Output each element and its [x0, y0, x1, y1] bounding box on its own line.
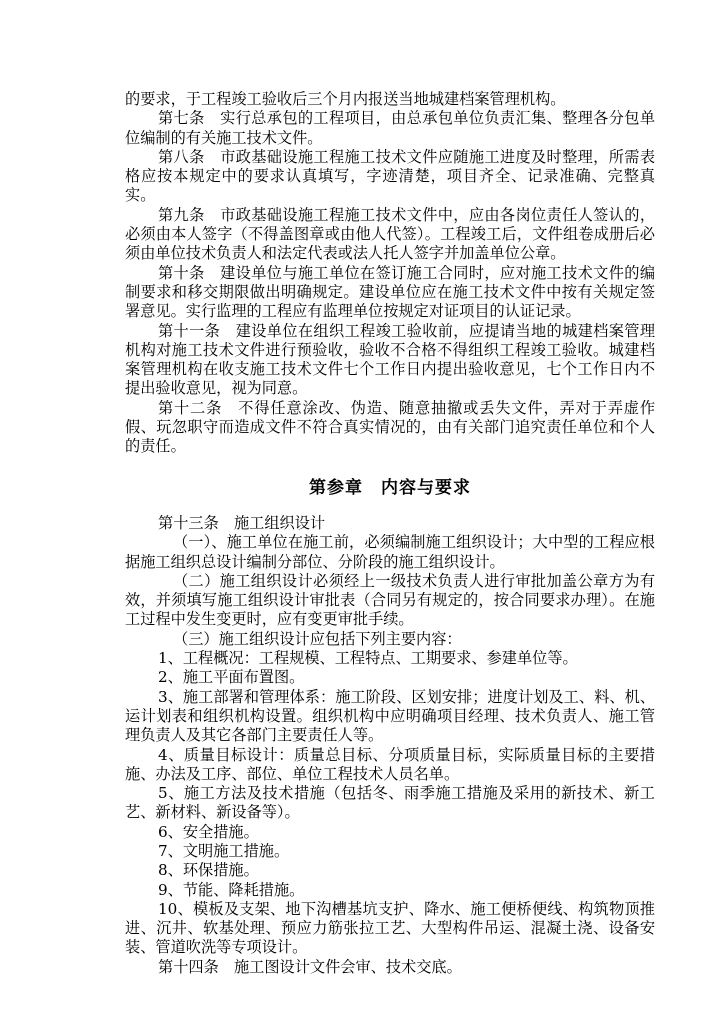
article-8: 第八条 市政基础设施工程施工技术文件应随施工进度及时整理，所需表格应按本规定中的要求认真填写，字迹清楚，项目齐全、记录准确、完整真实。 — [125, 147, 655, 205]
paragraphs-after — [125, 514, 655, 977]
list-item: 4、质量目标设计：质量总目标、分项质量目标，实际质量目标的主要措施、办法及工序、部位、单位工程技术人员名单。 — [125, 745, 655, 783]
list-item: 5、施工方法及技术措施（包括冬、雨季施工措施及采用的新技术、新工艺、新材料、新设备等）。 — [125, 784, 655, 822]
article-13-heading: 第十三条 施工组织设计 — [158, 513, 326, 532]
list-item: 9、节能、降耗措施。 — [158, 880, 305, 899]
document-page — [125, 90, 655, 977]
list-item: 10、模板及支架、地下沟槽基坑支护、降水、施工便桥便线、构筑物顶推进、沉井、软基处理、预应力筋张拉工艺、大型构件吊运、混凝土浇、设备安装、管道吹洗等专项设计。 — [125, 899, 655, 957]
article-7: 第七条 实行总承包的工程项目，由总承包单位负责汇集、整理各分包单位编制的有关施工技术文件。 — [125, 109, 655, 147]
article-12: 第十二条 不得任意涂改、伪造、随意抽撤或丢失文件，弄对于弄虚作假、玩忽职守而造成文件不符合真实情况的，由有关部门追究责任单位和个人的责任。 — [125, 398, 655, 456]
list-item: 6、安全措施。 — [158, 822, 259, 841]
article-11: 第十一条 建设单位在组织工程竣工验收前，应提请当地的城建档案管理机构对施工技术文件进行预验收，验收不合格不得组织工程竣工验收。城建档案管理机构在收支施工技术文件七个工作日内提出验收意见，七个工作日内不提出验收意见，视为同意。 — [125, 321, 655, 398]
article-9: 第九条 市政基础设施工程施工技术文件中，应由各岗位责任人签认的，必须由本人签字（不得盖图章或由他人代签）。工程竣工后，文件组卷成册后必须由单位技术负责人和法定代表或法人托人签字并加盖单位公章。 — [125, 205, 655, 263]
list-item: 1、工程概况：工程规模、工程特点、工期要求、参建单位等。 — [158, 649, 578, 668]
list-item: 8、环保措施。 — [158, 861, 259, 880]
list-item: 7、文明施工措施。 — [158, 841, 290, 860]
clause-1: （一）、施工单位在施工前，必须编制施工组织设计；大中型的工程应根据施工组织总设计编制分部位、分阶段的施工组织设计。 — [125, 533, 655, 571]
article-10: 第十条 建设单位与施工单位在签订施工合同时，应对施工技术文件的编制要求和移交期限做出明确规定。建设单位应在施工技术文件中按有关规定签署意见。实行监理的工程应有监理单位按规定对证项目的认证记录。 — [125, 263, 655, 321]
paragraph-continuation: 的要求，于工程竣工验收后三个月内报送当地城建档案管理机构。 — [125, 90, 566, 108]
clause-3: （三）施工组织设计应包括下列主要内容： — [173, 629, 462, 648]
list-item: 3、施工部署和管理体系：施工阶段、区划安排；进度计划及工、料、机、运计划表和组织机构设置。组织机构中应明确项目经理、技术负责人、施工管理负责人及其它各部门主要责任人等。 — [125, 687, 655, 745]
paragraphs-before — [125, 90, 655, 457]
chapter-title: 第参章 内容与要求 — [309, 477, 471, 498]
list-item: 2、施工平面布置图。 — [158, 668, 305, 687]
article-14: 第十四条 施工图设计文件会审、技术交底。 — [158, 957, 462, 976]
clause-2: （二）施工组织设计必须经上一级技术负责人进行审批加盖公章方为有效，并须填写施工组织设计审批表（合同另有规定的，按合同要求办理）。在施工过程中发生变更时，应有变更审批手续。 — [125, 571, 655, 629]
